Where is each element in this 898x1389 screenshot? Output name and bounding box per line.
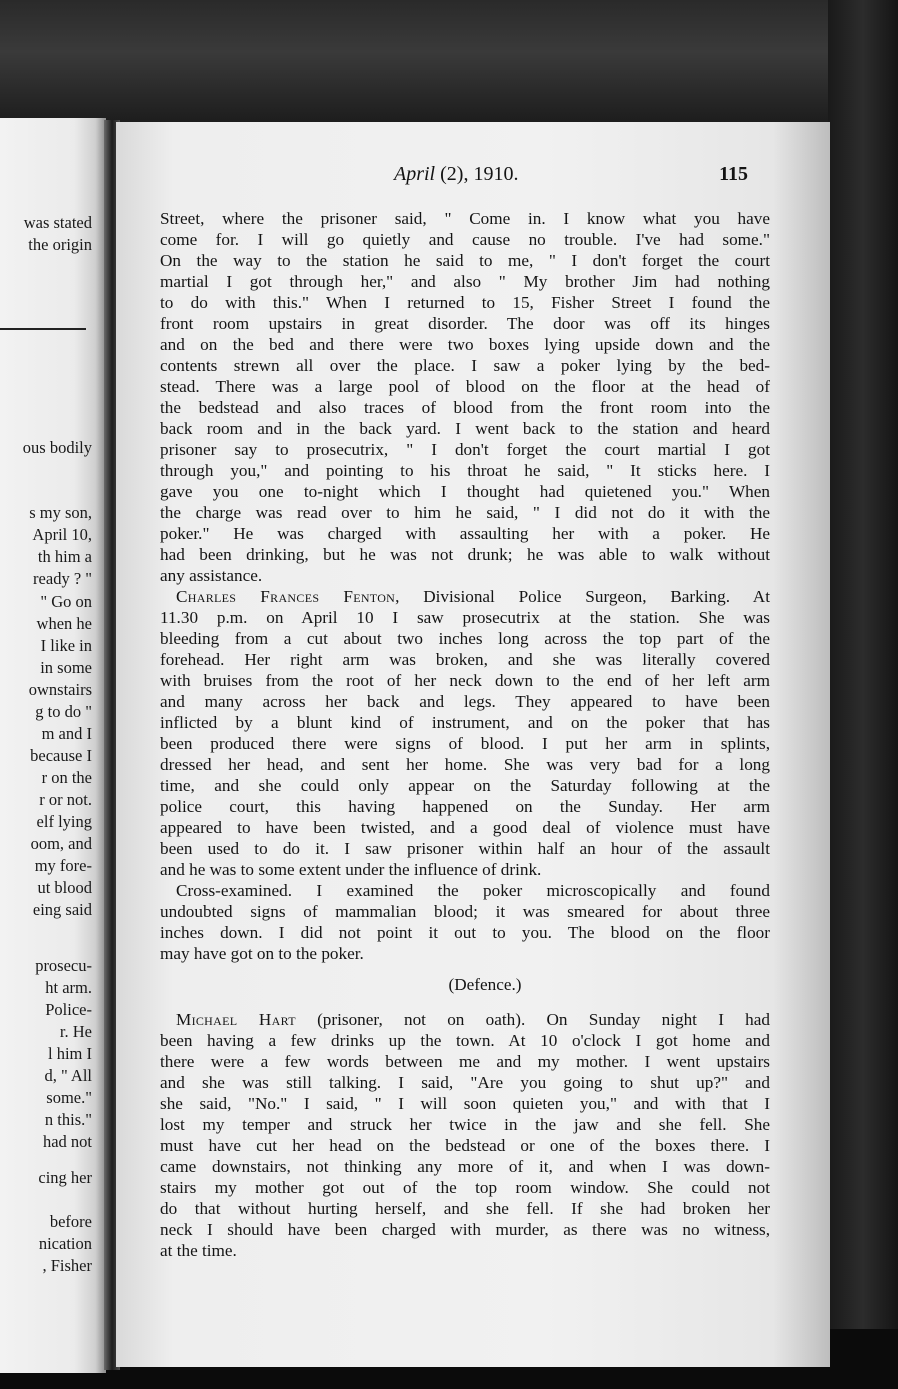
- top-shadow: [0, 0, 898, 130]
- paragraph-4-first-line: Michael Hart (prisoner, not on oath). On Sunday night I had: [176, 1010, 770, 1029]
- speaker-name: Michael Hart: [176, 1010, 296, 1029]
- left-page-line: eing said: [32, 900, 92, 919]
- left-page-line: n this.": [44, 1110, 92, 1129]
- text-line: at the time.: [160, 1241, 237, 1260]
- left-page-line: cing her: [38, 1168, 92, 1187]
- left-page-line: ht arm.: [45, 978, 92, 997]
- header-date: April (2), 1910.: [394, 163, 519, 185]
- left-page-rule: [0, 328, 86, 330]
- text-line: appeared to have been twisted, and a good deal of violence must have: [160, 818, 770, 837]
- paragraph-4: [160, 1009, 770, 1261]
- paragraph-2-first-line: Charles Frances Fenton, Divisional Police Surgeon, Barking. At: [176, 587, 770, 606]
- left-page-line: r on the: [41, 768, 92, 787]
- text-line: and he was to some extent under the influence of drink.: [160, 860, 542, 879]
- left-page-line: l him I: [48, 1044, 92, 1063]
- left-page-line: before: [49, 1212, 92, 1231]
- text-line: On the way to the station he said to me, " I don't forget the court: [160, 251, 770, 270]
- speaker-name: Charles Frances Fenton: [176, 587, 396, 606]
- left-page-line: elf lying: [36, 812, 92, 831]
- text-line: may have got on to the poker.: [160, 944, 364, 963]
- left-page-line: ut blood: [37, 878, 92, 897]
- page-header: [160, 163, 750, 189]
- text-line: must have cut her head on the bedstead or one of the boxes there. I: [160, 1136, 770, 1155]
- left-page-line: oom, and: [30, 834, 92, 853]
- left-page-line: r. He: [59, 1022, 92, 1041]
- left-page-line: nication: [38, 1234, 92, 1253]
- text-line: gave you one to-night which I thought had quietened you." When: [160, 482, 770, 501]
- text-line: undoubted signs of mammalian blood; it was smeared for about three: [160, 902, 770, 921]
- text-line: the charge was read over to him he said, " I did not do it with the: [160, 503, 770, 522]
- left-page-line: in some: [40, 658, 92, 677]
- left-page-line: I like in: [40, 636, 92, 655]
- left-page-line: m and I: [41, 724, 92, 743]
- left-page-line: had not: [42, 1132, 92, 1151]
- text-line: came downstairs, not thinking any more of it, and when I was down-: [160, 1157, 770, 1176]
- paragraph-1: [160, 208, 770, 586]
- text-line: 11.30 p.m. on April 10 I saw prosecutrix at the station. She was: [160, 608, 770, 627]
- text-line: been produced there were signs of blood. I put her arm in splints,: [160, 734, 770, 753]
- left-page-line: r or not.: [39, 790, 92, 809]
- text-line: been used to do it. I saw prisoner within half an hour of the assault: [160, 839, 770, 858]
- left-page-line: April 10,: [32, 525, 92, 544]
- text-line: bleeding from a cut about two inches long across the top part of the: [160, 629, 770, 648]
- left-page-line: my fore-: [34, 856, 92, 875]
- left-page-line: when he: [36, 614, 92, 633]
- left-page-line: g to do ": [35, 702, 92, 721]
- text-line: she said, "No." I said, " I will soon quieten you," and with that I: [160, 1094, 770, 1113]
- text-line: through you," and pointing to his throat he said, " It sticks here. I: [160, 461, 770, 480]
- text-line: stairs my mother got out of the top room window. She could not: [160, 1178, 770, 1197]
- text-line: Street, where the prisoner said, " Come in. I know what you have: [160, 209, 770, 228]
- text-line: and on the bed and there were two boxes lying upside down and the: [160, 335, 770, 354]
- right-edge-shadow: [828, 0, 898, 1389]
- text-line: poker." He was charged with assaulting her with a poker. He: [160, 524, 770, 543]
- text-line: stead. There was a large pool of blood on the floor at the head of: [160, 377, 770, 396]
- left-facing-page: [0, 118, 106, 1373]
- text-line: contents strewn all over the place. I saw a poker lying by the bed-: [160, 356, 770, 375]
- text-line: there were a few words between me and my mother. I went upstairs: [160, 1052, 770, 1071]
- text-line: lost my temper and struck her twice in the jaw and she fell. She: [160, 1115, 770, 1134]
- left-page-line: th him a: [37, 547, 92, 566]
- left-page-line: some.": [46, 1088, 92, 1107]
- text-line: been having a few drinks up the town. At 10 o'clock I got home and: [160, 1031, 770, 1050]
- left-page-line: s my son,: [29, 503, 92, 522]
- left-page-line: was stated: [23, 213, 92, 232]
- left-page-line: Police-: [45, 1000, 92, 1019]
- text-line: do that without hurting herself, and she fell. If she had broken her: [160, 1199, 770, 1218]
- text-line: and many across her back and legs. They appeared to have been: [160, 692, 770, 711]
- text-line: prisoner say to prosecutrix, " I don't forget the court martial I got: [160, 440, 770, 459]
- left-page-line: " Go on: [40, 592, 92, 611]
- text-line: back room and in the back yard. I went back to the station and heard: [160, 419, 770, 438]
- text-line: with bruises from the root of her neck down to the end of her left arm: [160, 671, 770, 690]
- paragraph-2: [160, 586, 770, 880]
- left-page-line: ready ? ": [33, 569, 92, 588]
- paragraph-3: [160, 880, 770, 964]
- left-page-line: prosecu-: [35, 956, 92, 975]
- text-line: any assistance.: [160, 566, 263, 585]
- text-line: dressed her head, and sent her home. She was very bad for a long: [160, 755, 770, 774]
- left-page-line: ownstairs: [28, 680, 92, 699]
- defence-heading: (Defence.): [448, 975, 522, 994]
- left-page-line: , Fisher: [42, 1256, 92, 1275]
- text-line: had been drinking, but he was not drunk; he was able to walk without: [160, 545, 770, 564]
- text-line: police court, this having happened on the Sunday. Her arm: [160, 797, 770, 816]
- text-line: the bedstead and also traces of blood from the front room into the: [160, 398, 770, 417]
- left-page-line: d, " All: [44, 1066, 92, 1085]
- text-line: inches down. I did not point it out to you. The blood on the floor: [160, 923, 770, 942]
- text-line: and she was still talking. I said, "Are you going to shut up?" and: [160, 1073, 770, 1092]
- text-line: neck I should have been charged with murder, as there was no witness,: [160, 1220, 770, 1239]
- body-text: [160, 208, 770, 1261]
- left-page-line: because I: [30, 746, 92, 765]
- left-page-line: the origin: [28, 235, 92, 254]
- text-line: to do with this." When I returned to 15, Fisher Street I found the: [160, 293, 770, 312]
- text-line: come for. I will go quietly and cause no trouble. I've had some.": [160, 230, 770, 249]
- text-line: martial I got through her," and also " My brother Jim had nothing: [160, 272, 770, 291]
- text-line: forehead. Her right arm was broken, and she was literally covered: [160, 650, 770, 669]
- page-number: 115: [719, 163, 748, 185]
- text-line: time, and she could only appear on the Saturday following at the: [160, 776, 770, 795]
- text-line: front room upstairs in great disorder. The door was off its hinges: [160, 314, 770, 333]
- left-page-line: ous bodily: [22, 438, 92, 457]
- text-line: inflicted by a blunt kind of instrument, and on the poker that has: [160, 713, 770, 732]
- text-line: Cross-examined. I examined the poker microscopically and found: [176, 881, 770, 900]
